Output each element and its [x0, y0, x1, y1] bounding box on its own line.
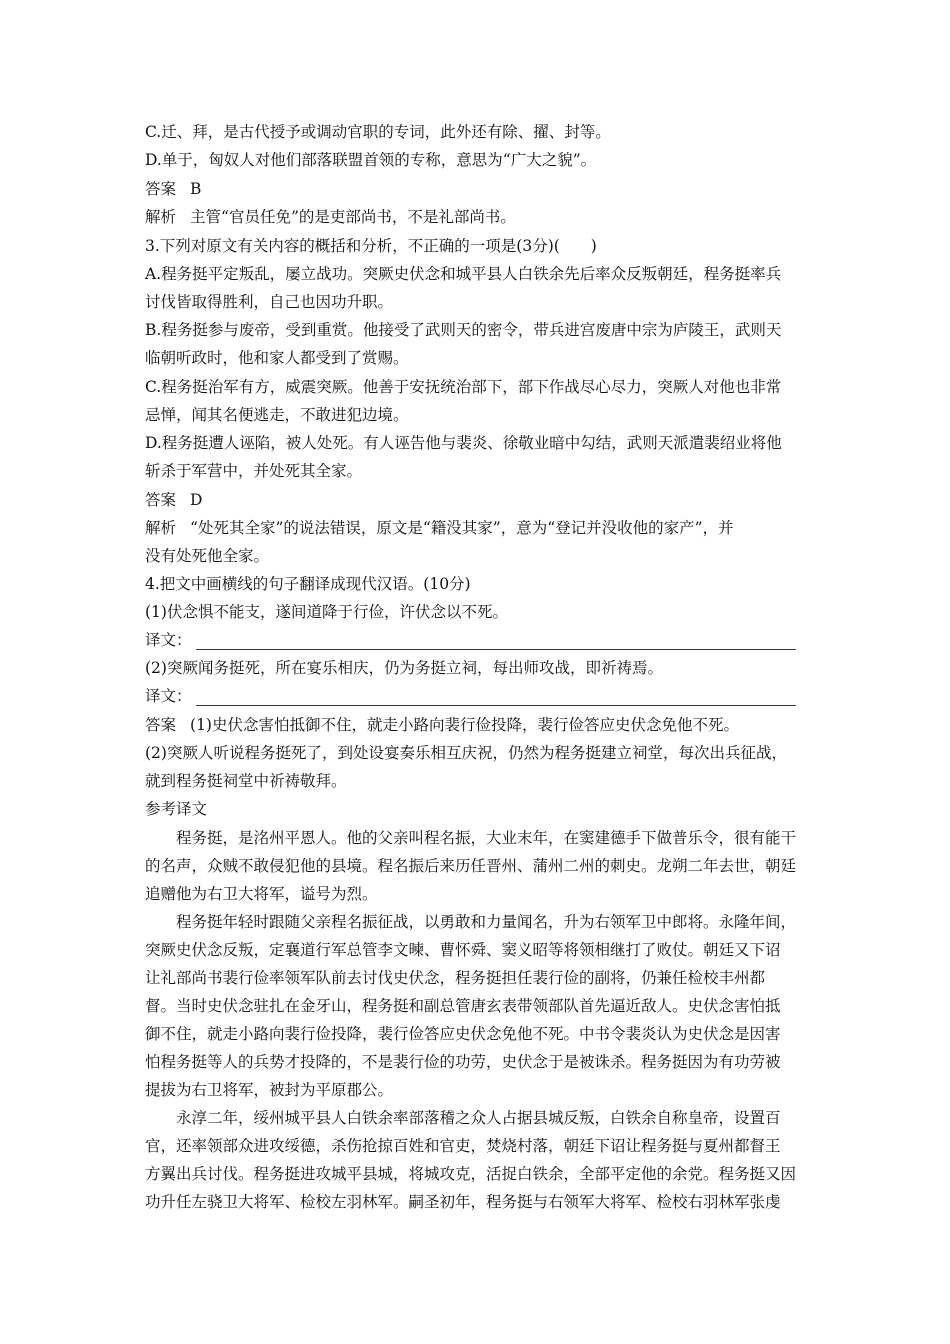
analysis-label: 解析: [145, 208, 177, 226]
para2-line2: 突厥史伏念反叛，定襄道行军总管李文暕、曹怀舜、窦义昭等将领相继打了败仗。朝廷又下诏: [145, 941, 781, 959]
para2-line7: 提拔为右卫将军，被封为平原郡公。: [145, 1081, 394, 1099]
para1-line3: 追赠他为右卫大将军，谥号为烈。: [145, 885, 378, 903]
answer-value: D: [190, 491, 203, 509]
answer-label: 答案: [145, 180, 177, 198]
para3-line4: 功升任左骁卫大将军、检校左羽林军。嗣圣初年，程务挺与右领军大将军、检校右羽林军张虔: [145, 1193, 781, 1211]
q3-analysis-line1: [145, 518, 815, 538]
answer-label: 答案: [145, 716, 177, 734]
q3-option-c-line2: 忌惮，闻其名便逃走，不敢进犯边境。: [145, 406, 409, 424]
translation-blank-1[interactable]: [196, 635, 796, 650]
q3-answer: [145, 490, 815, 510]
para3-line1: 永淳二年，绥州城平县人白铁余率部落稽之众人占据县城反叛，白铁余自称皇帝，设置百: [176, 1109, 781, 1127]
q3-option-b-line2: 临朝听政时，他和家人都受到了赏赐。: [145, 349, 409, 367]
analysis-label: 解析: [145, 519, 177, 537]
q3-option-a-line2: 讨伐皆取得胜利，自己也因功升职。: [145, 293, 394, 311]
para2-line1: 程务挺年轻时跟随父亲程名振征战，以勇敢和力量闻名，升为右领军卫中郎将。永隆年间，: [176, 913, 797, 931]
para3-line2: 官，还率领部众进攻绥德，杀伤抢掠百姓和官吏，焚烧村落，朝廷下诏让程务挺与夏州都督王: [145, 1137, 781, 1155]
q3-option-d-line1: D.程务挺遭人诬陷，被人处死。有人诬告他与裴炎、徐敬业暗中勾结，武则天派遣裴绍业将他: [145, 434, 782, 452]
q4-answer-line2: (2)突厥人听说程务挺死了，到处设宴奏乐相互庆祝，仍然为程务挺建立祠堂，每次出兵征战，: [145, 744, 787, 762]
q3-option-a-line1: A.程务挺平定叛乱，屡立战功。突厥史伏念和城平县人白铁余先后率众反叛朝廷，程务挺率兵: [145, 265, 782, 283]
option-d-line: D.单于，匈奴人对他们部落联盟首领的专称，意思为“广大之貌”。: [145, 151, 597, 169]
translation-label: 译文：: [145, 687, 192, 705]
q4-sentence-2: (2)突厥闻务挺死，所在宴乐相庆，仍为务挺立祠，每出师攻战，即祈祷焉。: [145, 659, 663, 677]
q3-analysis-line2: 没有处死他全家。: [145, 547, 270, 565]
para3-line3: 方翼出兵讨伐。程务挺进攻城平县城，将城攻克，活捉白铁余，全部平定他的余党。程务挺又因: [145, 1165, 797, 1183]
para2-line6: 怕程务挺等人的兵势才投降的，不是裴行俭的功劳，史伏念于是被诛杀。程务挺因为有功劳被: [145, 1053, 781, 1071]
q3-option-c-line1: C.程务挺治军有方，威震突厥。他善于安抚统治部下，部下作战尽心尽力，突厥人对他也非常: [145, 378, 782, 396]
para1-line2: 的名声，众贼不敢侵犯他的县境。程名振后来历任晋州、蒲州二州的刺史。龙朔二年去世，朝廷: [145, 857, 797, 875]
answer-label: 答案: [145, 491, 177, 509]
reference-translation-title: 参考译文: [145, 800, 208, 818]
para2-line5: 御不住，就走小路向裴行俭投降，裴行俭答应史伏念免他不死。中书令裴炎认为史伏念是因害: [145, 1025, 781, 1043]
para1-line1: 程务挺，是洺州平恩人。他的父亲叫程名振，大业末年，在窦建德手下做普乐令，很有能干: [176, 829, 797, 847]
q4-answer-line3: 就到程务挺祠堂中祈祷敬拜。: [145, 772, 347, 790]
answer-text: (1)史伏念害怕抵御不住，就走小路向裴行俭投降，裴行俭答应史伏念免他不死。: [190, 716, 739, 734]
q4-answer-line1: [145, 715, 815, 735]
q4-stem: 4.把文中画横线的句子翻译成现代汉语。(10分): [145, 575, 471, 593]
para2-line3: 让礼部尚书裴行俭率领军队前去讨伐史伏念，程务挺担任裴行俭的副将，仍兼任检校丰州都: [145, 969, 766, 987]
q4-translation-1: [145, 630, 815, 650]
q2-analysis: [145, 207, 815, 227]
q3-option-d-line2: 斩杀于军营中，并处死其全家。: [145, 462, 363, 480]
para2-line4: 督。当时史伏念驻扎在金牙山，程务挺和副总管唐玄表带领部队首先逼近敌人。史伏念害怕抵: [145, 997, 781, 1015]
analysis-text: “处死其全家”的说法错误，原文是“籍没其家”，意为“登记并没收他的家产”，并: [190, 519, 734, 537]
q4-sentence-1: (1)伏念惧不能支，遂间道降于行俭，许伏念以不死。: [145, 603, 508, 621]
translation-label: 译文：: [145, 631, 192, 649]
q3-stem: 3.下列对原文有关内容的概括和分析，不正确的一项是(3分)( ): [145, 237, 597, 255]
translation-blank-2[interactable]: [196, 691, 796, 706]
q4-translation-2: [145, 686, 815, 706]
option-c-line: C.迁、拜，是古代授予或调动官职的专词，此外还有除、擢、封等。: [145, 123, 611, 141]
q3-option-b-line1: B.程务挺参与废帝，受到重赏。他接受了武则天的密令，带兵进宫废唐中宗为庐陵王，武则天: [145, 321, 782, 339]
answer-value: B: [190, 180, 202, 198]
q2-answer: [145, 179, 815, 199]
analysis-text: 主管“官员任免”的是吏部尚书，不是礼部尚书。: [190, 208, 516, 226]
